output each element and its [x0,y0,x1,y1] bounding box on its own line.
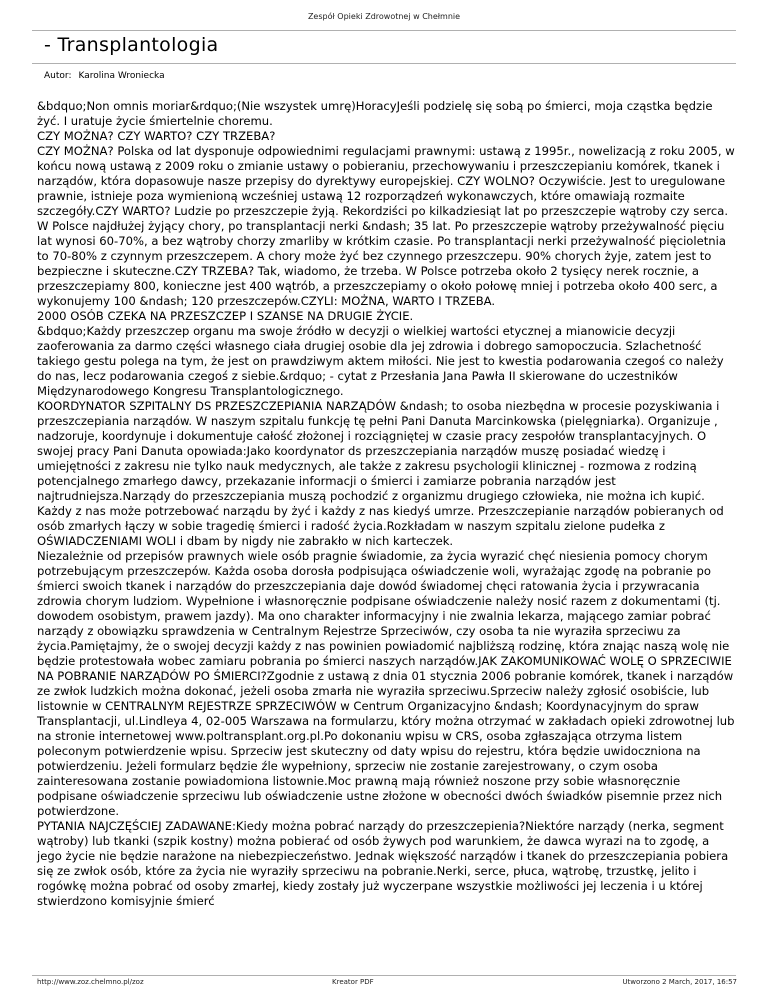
author-label: Autor: [44,71,72,81]
site-header: Zespół Opieki Zdrowotnej w Chełmnie [307,12,461,21]
footer-url: http://www.zoz.chelmno.pl/zoz [37,978,144,986]
footer-created-date: Utworzono 2 March, 2017, 16:57 [622,978,737,986]
footer-divider [32,975,736,976]
footer-generator: Kreator PDF [332,978,374,986]
page-footer [37,978,737,986]
article-title: - Transplantologia [44,34,219,56]
author-line [44,71,165,81]
author-name: Karolina Wroniecka [78,71,165,81]
title-divider-bottom [32,63,736,64]
title-divider-top [32,30,736,31]
article-body: &bdquo;Non omnis moriar&rdquo;(Nie wszystek umrę)HoracyJeśli podzielę się sobą po śmierci, moja cząstka będzie żyć. I uratuje życie śmiertelnie choremu. CZY MOŻNA? CZY WARTO? CZY TRZEBA? CZY MOŻNA? Polska od lat dysponuje odpowiednimi regulacjami prawnymi: ustawą z 1995r., nowelizacją z roku 2005, w końcu nową ustawą z 2009 roku o zmianie ustawy o pobieraniu, przechowywaniu i przeszczepianiu komórek, tkanek i narządów, która dopasowuje nasze przepisy do dyrektywy europejskiej. CZY WOLNO? Oczywiście. Jest to uregulowane prawnie, istnieje poza wymienioną wcześniej ustawą 12 rozporządzeń wykonawczych, które omawiają rozmaite szczegóły.CZY WARTO? Ludzie po przeszczepie żyją. Rekordziści po kilkadziesiąt lat po przeszczepie wątroby czy serca. W Polsce najdłużej żyjący chory, po transplantacji nerki &ndash; 35 lat. Po przeszczepie wątroby przeżywalność pięciu lat wynosi 60-70%, a bez wątroby chorzy zmarliby w krótkim czasie. Po transplantacji nerki przeżywalność pięcioletnia to 70-80% z czynnym przeszczepem. A chory może żyć bez czynnego przeszczepu. 90% chorych żyje, zatem jest to bezpieczne i skuteczne.CZY TRZEBA? Tak, wiadomo, że trzeba. W Polsce potrzeba około 2 tysięcy nerek rocznie, a przeszczepiamy 800, konieczne jest 400 wątrób, a przeszczepiamy o około połowę mniej i potrzeba około 400 serc, a wykonujemy 100 &ndash; 120 przeszczepów.CZYLI: MOŻNA, WARTO I TRZEBA. 2000 OSÓB CZEKA NA PRZESZCZEP I SZANSE NA DRUGIE ŻYCIE. &bdquo;Każdy przeszczep organu ma swoje źródło w decyzji o wielkiej wartości etycznej a mianowicie decyzji zaoferowania za darmo części własnego ciała drugiej osobie dla jej zdrowia i dobrego samopoczucia. Szlachetność takiego gestu polega na tym, że jest on prawdziwym aktem miłości. Nie jest to kwestia podarowania czegoś co należy do nas, lecz podarowania czegoś z siebie.&rdquo; - cytat z Przesłania Jana Pawła II skierowane do uczestników Międzynarodowego Kongresu Transplantologicznego. KOORDYNATOR SZPITALNY DS PRZESZCZEPIANIA NARZĄDÓW &ndash; to osoba niezbędna w procesie pozyskiwania i przeszczepiania narządów. W naszym szpitalu funkcję tę pełni Pani Danuta Marcinkowska (pielęgniarka). Organizuje , nadzoruje, koordynuje i dokumentuje całość złożonej i rozciągniętej w czasie pracy zespołów transplantacyjnych. O swojej pracy Pani Danuta opowiada:Jako koordynator ds przeszczepiania narządów muszę posiadać wiedzę i umiejętności z zakresu nie tylko nauk medycznych, ale także z zakresu psychologii klinicznej - rozmowa z rodziną potencjalnego zmarłego dawcy, przekazanie informacji o śmierci i zamiarze pobrania narządów jest najtrudniejsza.Narządy do przeszczepiania muszą pochodzić z organizmu drugiego człowieka, nie można ich kupić. Każdy z nas może potrzebować narządu by żyć i każdy z nas kiedyś umrze. Przeszczepianie narządów pobieranych od osób zmarłych łączy w sobie tragedię śmierci i radość życia.Rozkładam w naszym szpitalu zielone pudełka z OŚWIADCZENIAMI WOLI i dbam by nigdy nie zabrakło w nich karteczek. Niezależnie od przepisów prawnych wiele osób pragnie świadomie, za życia wyrazić chęć niesienia pomocy chorym potrzebującym przeszczepów. Każda osoba dorosła podpisująca oświadczenie woli, wyrażając zgodę na pobranie po śmierci swoich tkanek i narządów do przeszczepiania daje dowód świadomej chęci ratowania życia i przywracania zdrowia chorym ludziom. Wypełnione i własnoręcznie podpisane oświadczenie należy nosić razem z dokumentami (tj. dowodem osobistym, prawem jazdy). Ma ono charakter informacyjny i nie zwalnia lekarza, mającego zamiar pobrać narządy z obowiązku sprawdzenia w Centralnym Rejestrze Sprzeciwów, czy osoba ta nie wyraziła sprzeciwu za życia.Pamiętajmy, że o swojej decyzji każdy z nas powinien powiadomić najbliższą rodzinę, która znając naszą wolę nie będzie protestowała wobec zamiaru pobrania po śmierci naszych narządów.JAK ZAKOMUNIKOWAĆ WOLĘ O SPRZECIWIE NA POBRANIE NARZĄDÓW PO ŚMIERCI?Zgodnie z ustawą z dnia 01 stycznia 2006 pobranie komórek, tkanek i narządów ze zwłok ludzkich można dokonać, jeżeli osoba zmarła nie wyraziła sprzeciwu.Sprzeciw należy zgłosić osobiście, lub listownie w CENTRALNYM REJESTRZE SPRZECIWÓW w Centrum Organizacyjno &ndash; Koordynacyjnym do spraw Transplantacji, ul.Lindleya 4, 02-005 Warszawa na formularzu, który można otrzymać w zakładach opieki zdrowotnej lub na stronie internetowej www.poltransplant.org.pl.Po dokonaniu wpisu w CRS, osoba zgłaszająca otrzyma listem poleconym potwierdzenie wpisu. Sprzeciw jest skuteczny od daty wpisu do rejestru, która będzie uwidoczniona na potwierdzeniu. Jeżeli formularz będzie źle wypełniony, sprzeciw nie zostanie zarejestrowany, o czym osoba zainteresowana zostanie powiadomiona listownie.Moc prawną mają również noszone przy sobie własnoręcznie podpisane oświadczenie sprzeciwu lub oświadczenie ustne złożone w obecności dwóch świadków pisemnie przez nich potwierdzone. PYTANIA NAJCZĘŚCIEJ ZADAWANE:Kiedy można pobrać narządy do przeszczepienia?Niektóre narządy (nerka, segment wątroby) lub tkanki (szpik kostny) można pobierać od osób żywych pod warunkiem, że dawca wyrazi na to zgodę, a jego życie nie będzie narażone na niebezpieczeństwo. Jednak większość narządów i tkanek do przeszczepiania pobiera się ze zwłok osób, które za życia nie wyraziły sprzeciwu na pobranie.Nerki, serce, płuca, wątrobę, trzustkę, jelito i rogówkę można pobrać od osoby zmarłej, kiedy zostały już wyczerpane wszystkie możliwości jej leczenia i u której stwierdzono komisyjnie śmierć [37,99,735,908]
